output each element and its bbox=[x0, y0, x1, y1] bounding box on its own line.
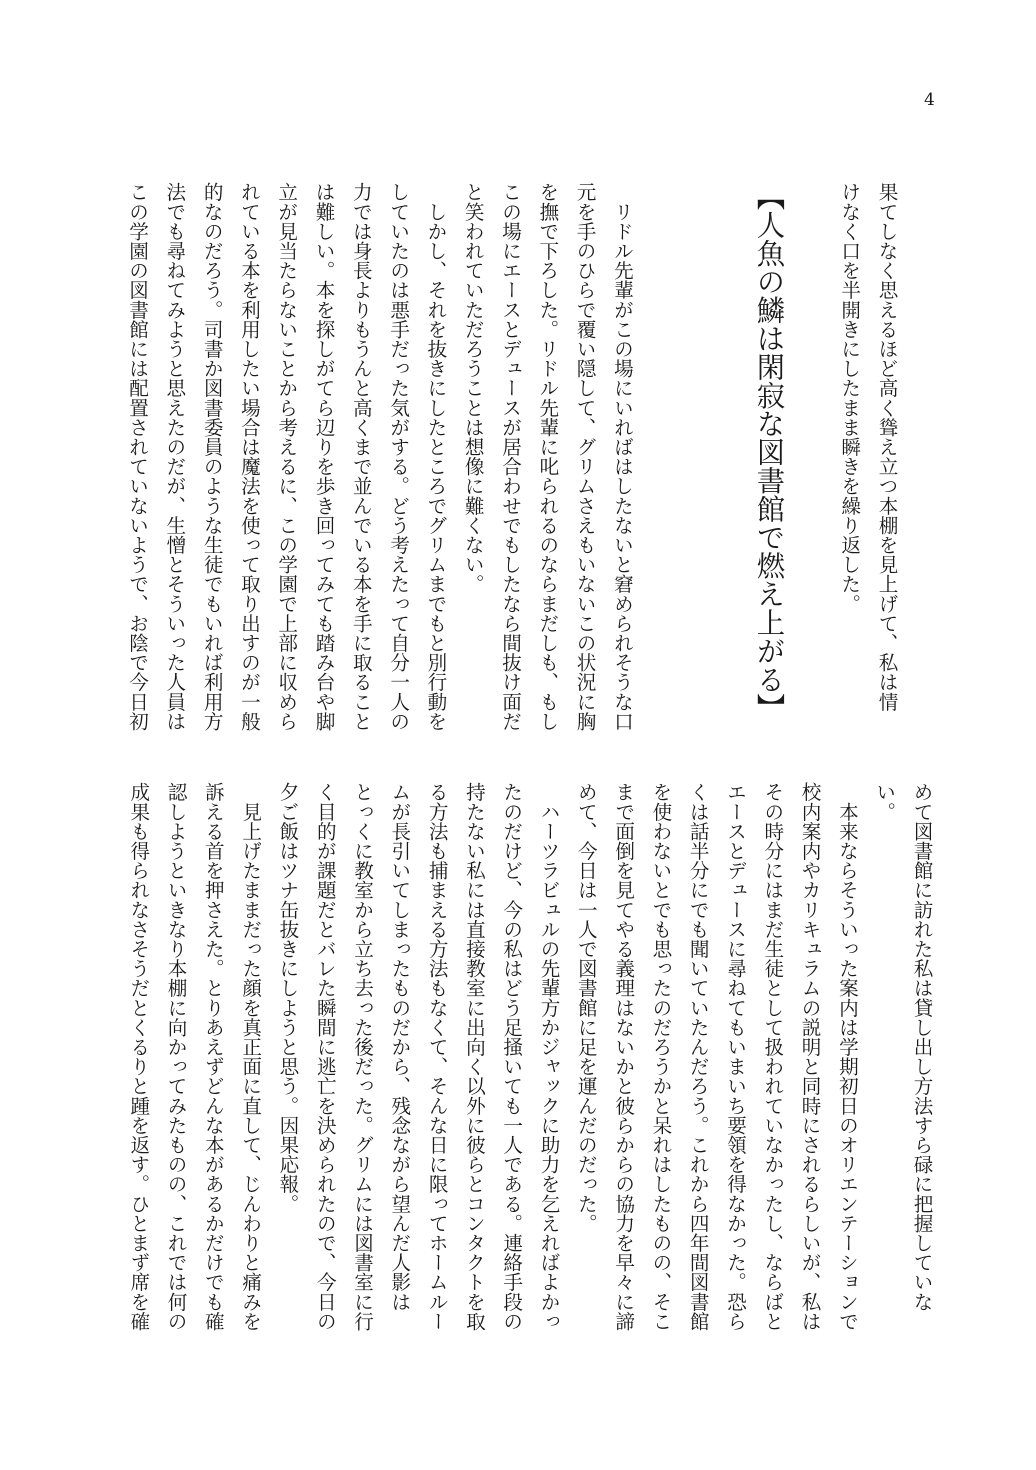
text-line: 本来ならそういった案内は学期初日のオリエンテーションで bbox=[835, 782, 859, 1331]
text-line: エースとデュースに尋ねてもいまいち要領を得なかった。恐ら bbox=[723, 782, 747, 1331]
text-line: この場にエースとデュースが居合わせでもしたなら間抜け面だ bbox=[498, 182, 522, 731]
text-line: めて、今日は一人で図書館に足を運んだのだった。 bbox=[574, 782, 598, 1233]
upper-text-block bbox=[118, 182, 905, 742]
text-line: 的なのだろう。司書か図書委員のような生徒でもいれば利用方 bbox=[200, 182, 224, 731]
text-line: ムが長引いてしまったものだから、残念ながら望んだ人影は bbox=[387, 782, 411, 1312]
text-line: めて図書館に訪れた私は貸し出し方法すら碌に把握していな bbox=[910, 782, 933, 1312]
text-line: れている本を利用したい場合は魔法を使って取り出すのが一般 bbox=[237, 182, 261, 731]
text-line: まで面倒を見てやる義理はないかと彼らからの協力を早々に諦 bbox=[611, 782, 635, 1331]
text-line: 校内案内やカリキュラムの説明と同時にされるらしいが、私は bbox=[798, 782, 822, 1331]
text-line: 訴える首を押さえた。とりあえずどんな本があるかだけでも確 bbox=[201, 782, 225, 1331]
page-number: 4 bbox=[924, 90, 935, 110]
text-line: していたのは悪手だった気がする。どう考えたって自分一人の bbox=[386, 182, 410, 731]
text-line: 立が見当たらないことから考えるに、この学園で上部に収めら bbox=[274, 182, 298, 731]
chapter-title: 【人魚の鱗は閑寂な図書館で燃え上がる】 bbox=[752, 182, 786, 722]
text-line: る方法も捕まえる方法もなくて、そんな日に限ってホームルー bbox=[425, 782, 449, 1331]
text-line: けなく口を半開きにしたまま瞬きを繰り返した。 bbox=[837, 182, 861, 614]
text-line: 力では身長よりもうんと高くまで並んでいる本を手に取ること bbox=[349, 182, 373, 731]
text-line: 夕ご飯はツナ缶抜きにしようと思う。因果応報。 bbox=[275, 782, 299, 1214]
text-line: 見上げたままだった顔を真正面に直して、じんわりと痛みを bbox=[238, 782, 262, 1331]
text-line: たのだけど、今の私はどう足掻いても一人である。連絡手段の bbox=[499, 782, 523, 1331]
text-line: 果てしなく思えるほど高く聳え立つ本棚を見上げて、私は情 bbox=[875, 182, 898, 712]
text-line: この学園の図書館には配置されていないようで、お陰で今日初 bbox=[125, 182, 149, 731]
text-line: しかし、それを抜きにしたところでグリムまでもと別行動を bbox=[423, 182, 447, 731]
text-line: く目的が課題だとバレた瞬間に逃亡を決められたので、今日の bbox=[313, 782, 337, 1331]
text-line: くは話半分にでも聞いていたんだろう。これから四年間図書館 bbox=[686, 782, 710, 1331]
lower-text-block bbox=[119, 782, 940, 1352]
text-line: 成果も得られなさそうだとくるりと踵を返す。ひとまず席を確 bbox=[126, 782, 150, 1331]
text-line: 元を手のひらで覆い隠して、グリムさえもいないこの状況に胸 bbox=[573, 182, 597, 731]
text-line: ハーツラビュルの先輩方かジャックに助力を乞えればよかっ bbox=[537, 782, 561, 1331]
text-line: 認しようといきなり本棚に向かってみたものの、これでは何の bbox=[164, 782, 188, 1331]
text-line: を使わないとでも思ったのだろうかと呆れはしたものの、そこ bbox=[648, 782, 672, 1331]
text-line: その時分にはまだ生徒として扱われていなかったし、ならばと bbox=[760, 782, 784, 1331]
text-line: を撫で下ろした。リドル先輩に叱られるのならまだしも、もし bbox=[535, 182, 559, 731]
text-line: 持たない私には直接教室に出向く以外に彼らとコンタクトを取 bbox=[462, 782, 486, 1331]
text-line: い。 bbox=[872, 782, 896, 822]
text-line: 法でも尋ねてみようと思えたのだが、生憎とそういった人員は bbox=[162, 182, 186, 731]
text-line: リドル先輩がこの場にいればはしたないと窘められそうな口 bbox=[610, 182, 634, 731]
text-line: と笑われていただろうことは想像に難くない。 bbox=[461, 182, 485, 594]
text-line: は難しい。本を探しがてら辺りを歩き回ってみても踏み台や脚 bbox=[312, 182, 336, 731]
text-line: とっくに教室から立ち去った後だった。グリムには図書室に行 bbox=[350, 782, 374, 1331]
